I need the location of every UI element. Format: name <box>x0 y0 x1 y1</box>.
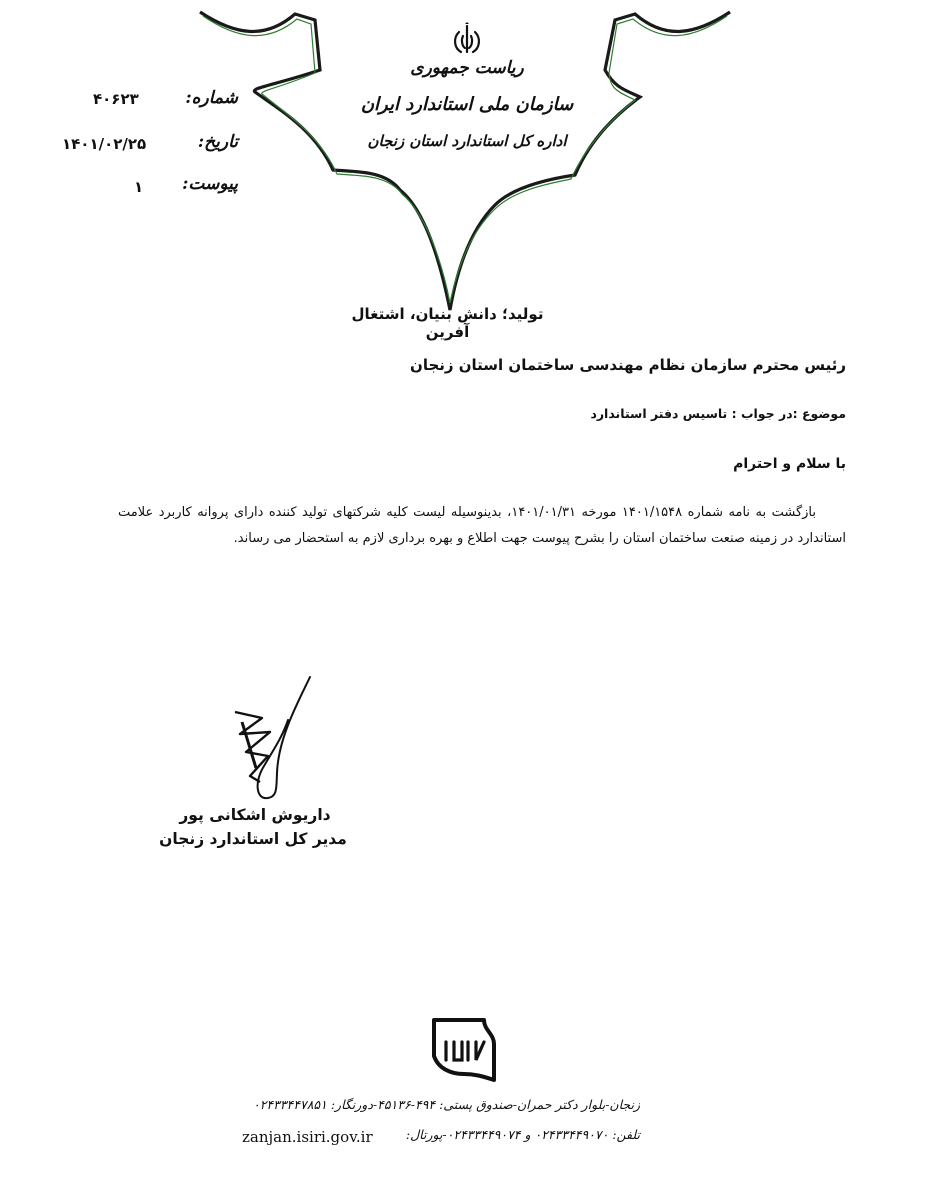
letter-body: بازگشت به نامه شماره ۱۴۰۱/۱۵۴۸ مورخه ۱۴۰۱/۰۱/۳۱، بدینوسیله لیست کلیه شرکتهای تولید کننده دارای پروانه کاربرد علامت استاندارد در زمینه صنعت ساختمان استان را بشرح پیوست جهت اطلاع و بهره برداری لازم به استحضار می رساند. <box>118 505 846 546</box>
standard-logo-icon <box>428 1016 500 1084</box>
footer-phone: تلفن: ۰۲۴۳۳۴۴۹۰۷۰ و ۰۲۴۳۳۴۴۹۰۷۴-پورتال: <box>405 1127 640 1142</box>
greeting: با سلام و احترام <box>733 456 846 472</box>
recipient: رئیس محترم سازمان نظام مهندسی ساختمان استان زنجان <box>410 356 846 374</box>
portal-url[interactable]: zanjan.isiri.gov.ir <box>242 1128 373 1146</box>
number-value: ۴۰۶۲۳ <box>93 90 139 108</box>
signatory-title: مدیر کل استاندارد زنجان <box>159 830 347 848</box>
signatory-name: داریوش اشکانی پور <box>179 806 331 824</box>
emblem-line-1: ریاست جمهوری <box>410 58 524 78</box>
iran-emblem-icon <box>449 22 485 56</box>
subject: موضوع :در جواب : تاسیس دفتر استاندارد <box>590 406 846 421</box>
header-emblem <box>195 0 740 320</box>
attachment-value: ۱ <box>134 178 144 196</box>
emblem-line-2: سازمان ملی استاندارد ایران <box>360 94 574 115</box>
number-label: شماره: <box>185 88 238 108</box>
date-label: تاریخ: <box>197 132 238 152</box>
motto: تولید؛ دانش بنیان، اشتغال آفرین <box>351 305 544 341</box>
footer-address: زنجان-بلوار دکتر حمران-صندوق پستی: ۴۹۴-۴۵۱۳۶-دورنگار: ۰۲۴۳۳۴۴۷۸۵۱ <box>252 1097 640 1112</box>
date-value: ۱۴۰۱/۰۲/۲۵ <box>62 135 147 153</box>
handwritten-signature <box>220 672 320 804</box>
attachment-label: پیوست: <box>182 174 238 194</box>
emblem-line-3: اداره کل استاندارد استان زنجان <box>367 132 567 150</box>
